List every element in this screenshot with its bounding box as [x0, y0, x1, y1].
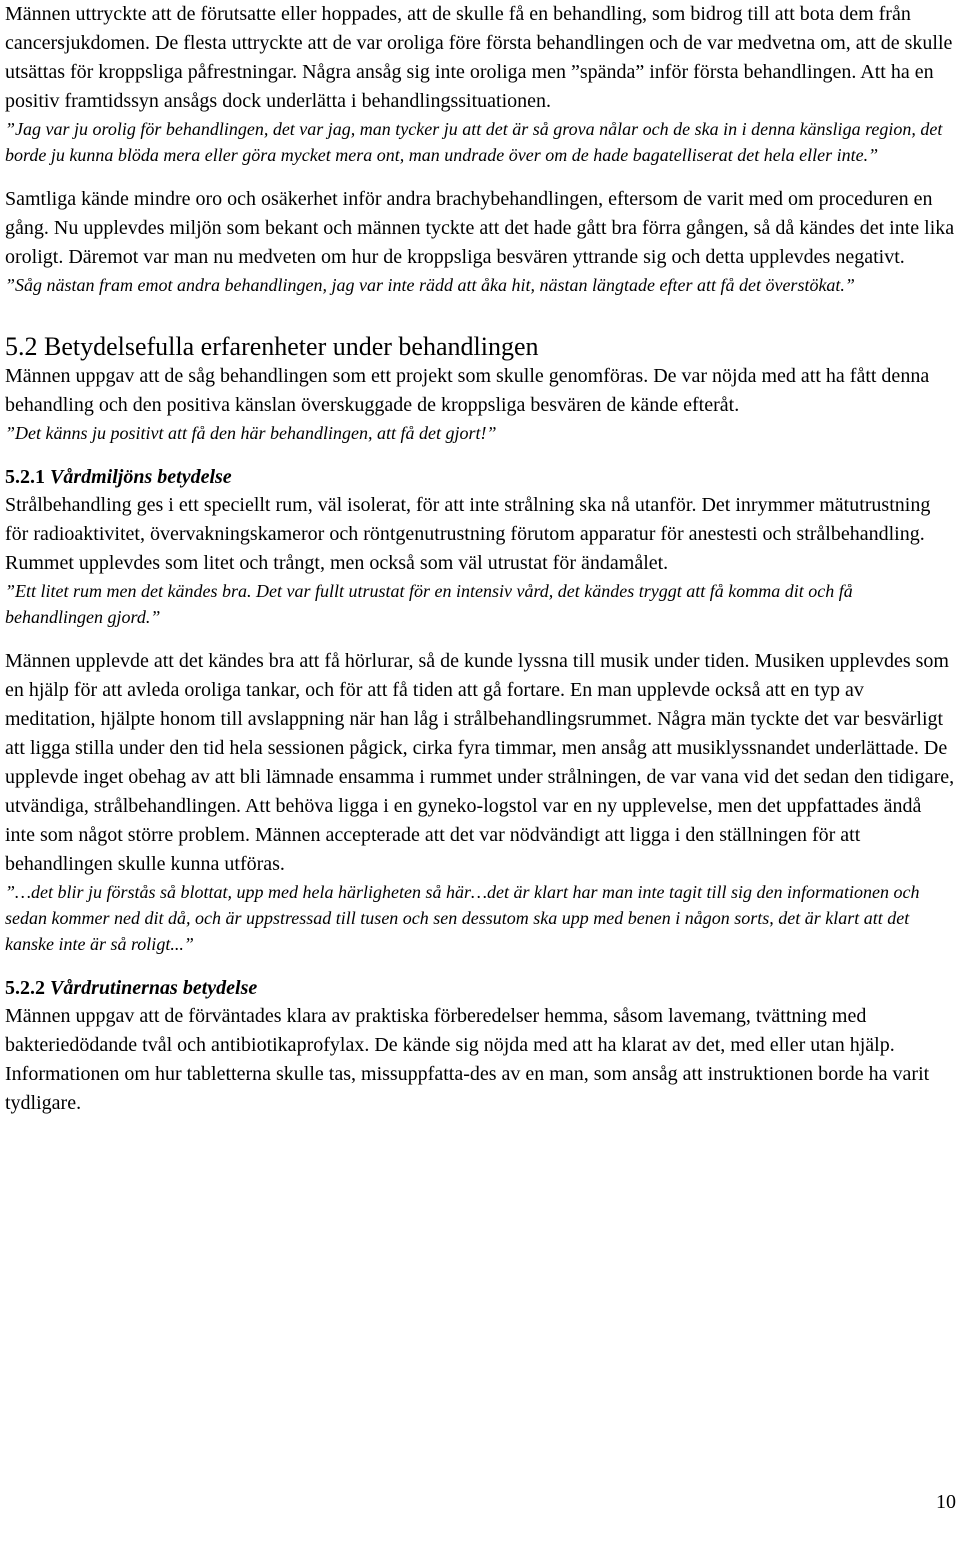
paragraph-music: Männen upplevde att det kändes bra att få hörlurar, så de kunde lyssna till musik under tiden. Musiken upplevdes som en hjälp för att avleda oroliga tankar, och för att få tiden att gå fortare. En man upplevde också att en typ av meditation, hjälpte honom till avslappning när han låg i strålbehandlingsrummet. Några män tyckte det var besvärligt att ligga stilla under den tid hela sessionen pågick, cirka fyra timmar, men ansåg att musiklyssnandet underlättade. De upplevde inget obehag av att bli lämnade ensamma i rummet under strålningen, de var vana vid det sedan den tidigare, utvändiga, strålbehandlingen. Att behöva ligga i en gyneko-logstol var en ny upplevelse, men det uppfattades ändå inte som något större problem. Männen accepterade att det var nödvändigt att ligga i den ställningen för att behandlingen skulle kunna utföras.	[5, 650, 955, 875]
subsection-number: 5.2.1	[5, 466, 45, 488]
quote-exposed: ”…det blir ju förstås så blottat, upp med hela härligheten så här…det är klart har man inte tagit till sig den informationen och sedan kommer ned dit då, och är uppstressad till tusen och sen dessutom ska upp med benen i någon sorts, det är klart att det kanske inte är så roligt...”	[5, 882, 920, 954]
quote-worried: ”Jag var ju orolig för behandlingen, det var jag, man tycker ju att det är så grova nålar och de ska in i denna känsliga region, det borde ju kunna blöda mera eller göra mycket mera ont, man undrade över om de hade bagatelliserat det hela eller inte.”	[5, 119, 943, 165]
paragraph-second-treatment: Samtliga kände mindre oro och osäkerhet inför andra brachybehandlingen, eftersom de varit med om proceduren en gång. Nu upplevdes miljön som bekant och männen tyckte att det hade gått bra förra gången, så då kändes det inte lika oroligt. Däremot var man nu medveten om hur de kroppsliga besvären yttrande sig och detta upplevdes negativt.	[5, 188, 955, 268]
paragraph-expectations: Männen uttryckte att de förutsatte eller hoppades, att de skulle få en behandling, som bidrog till att bota dem från cancersjukdomen. De flesta uttryckte att de var oroliga före första behandlingen och de var medvetna om, att de skulle utsättas för kroppsliga påfrestningar. Några ansåg sig inte oroliga men ”spända” inför första behandlingen. Att ha en positiv framtidssyn ansågs dock underlätta i behandlingssituationen.	[5, 3, 953, 112]
subsection-title: Vårdrutinernas betydelse	[45, 977, 258, 999]
quote-small-room: ”Ett litet rum men det kändes bra. Det var fullt utrustat för en intensiv vård, det kändes tryggt att få komma dit och få behandlingen gjord.”	[5, 581, 853, 627]
quote-positive: ”Det känns ju positivt att få den här behandlingen, att få det gjort!”	[5, 423, 497, 443]
subsection-heading-5-2-2	[5, 974, 955, 1002]
paragraph-project: Männen uppgav att de såg behandlingen som ett projekt som skulle genomföras. De var nöjda med att ha fått denna behandling och den positiva känslan överskuggade de kroppsliga besvären de kände efteråt.	[5, 365, 930, 416]
subsection-number: 5.2.2	[5, 977, 45, 999]
section-heading-5-2	[5, 332, 955, 362]
page-number: 10	[936, 1491, 956, 1513]
subsection-title: Vårdmiljöns betydelse	[45, 466, 232, 488]
document-page	[5, 0, 955, 1118]
paragraph-care-environment: Strålbehandling ges i ett speciellt rum, väl isolerat, för att inte strålning ska nå utanför. Det inrymmer mätutrustning för radioaktivitet, övervakningskameror och röntgenutrustning förutom apparatur för anestesti och strålbehandling. Rummet upplevdes som litet och trångt, men också som väl utrustat för ändamålet.	[5, 494, 931, 574]
section-title: Betydelsefulla erfarenheter under behandlingen	[37, 332, 539, 361]
paragraph-routines: Männen uppgav att de förväntades klara av praktiska förberedelser hemma, såsom lavemang, tvättning med bakteriedödande tvål och antibiotikaprofylax. De kände sig nöjda med att ha klarat av det, med eller utan hjälp. Informationen om hur tabletterna skulle tas, missuppfatta-des av en man, som ansåg att instruktionen borde ha varit tydligare.	[5, 1005, 930, 1114]
quote-looking-forward: ”Såg nästan fram emot andra behandlingen, jag var inte rädd att åka hit, nästan längtade efter att få det överstökat.”	[5, 275, 855, 295]
subsection-heading-5-2-1	[5, 463, 955, 491]
section-number: 5.2	[5, 332, 38, 361]
